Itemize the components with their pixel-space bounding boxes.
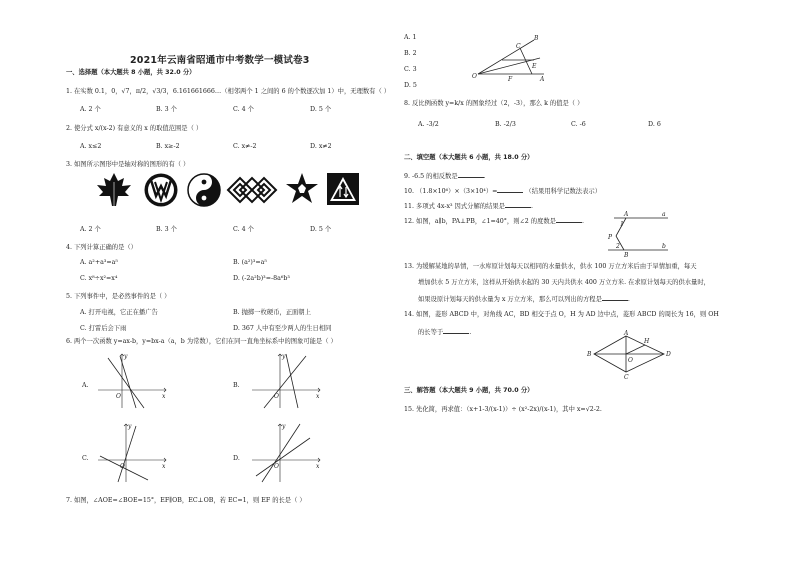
q6-graph-d (250, 420, 322, 484)
q6-b-origin: O (274, 393, 279, 400)
q7-label-e: E (532, 63, 537, 70)
vw-logo-icon (143, 172, 179, 208)
q1-option-c: C. 4 个 (233, 106, 254, 113)
q6-b-x-label: x (316, 393, 320, 400)
q8-option-a: A. -3/2 (418, 121, 439, 128)
q13-line-1: 13. 为缓解某地的旱情，一水库原计划每天以相同的水量供水，供水 100 万立方米后由于旱情加重，每天 (404, 263, 697, 270)
q2-option-a: A. x≤2 (80, 143, 102, 150)
q12-label-line-b: b (662, 243, 666, 250)
q7-label-b: B (534, 35, 539, 42)
page-title: 2021年云南省昭通市中考数学一模试卷3 (130, 55, 310, 66)
q2-option-b: B. x≥-2 (156, 143, 180, 150)
maple-leaf-icon (94, 172, 134, 208)
q14-rhombus-figure (586, 332, 676, 380)
q7-label-a: A (540, 76, 545, 83)
q6-d-x-label: x (316, 463, 320, 470)
chinese-knot-icon (226, 174, 278, 206)
q6-option-d: D. (233, 455, 240, 462)
q8-option-c: C. -6 (571, 121, 586, 128)
q7-label-f: F (508, 76, 513, 83)
q3-option-c: C. 4 个 (233, 226, 254, 233)
q5-stem: 5. 下列事件中，是必然事件的是（ ） (66, 293, 171, 300)
q6-b-y-label: y (282, 353, 286, 360)
q6-a-origin: O (116, 393, 121, 400)
q1-option-d: D. 5 个 (310, 106, 332, 113)
q14-label-d: D (666, 351, 671, 358)
section-heading-fill: 二、填空题（本大题共 6 小题，共 18.0 分） (404, 154, 534, 161)
q12-stem: 12. 如图，a∥b，PA⊥PB，∠1=40°，则∠2 的度数是 . (404, 218, 584, 225)
q7-option-a: A. 1 (404, 34, 417, 41)
q6-graph-a (96, 350, 168, 410)
q12-label-line-a: a (662, 211, 666, 218)
q6-option-b: B. (233, 382, 240, 389)
pentagon-star-icon (285, 172, 319, 206)
q6-c-x-label: x (162, 463, 166, 470)
q14-line-1: 14. 如图，菱形 ABCD 中，对角线 AC，BD 相交于点 O，H 为 AD 边中点，菱形 ABCD 的周长为 16，则 OH (404, 311, 719, 318)
q6-graph-c (96, 420, 168, 484)
q1-option-a: A. 2 个 (80, 106, 101, 113)
q3-stem: 3. 如图所示图形中是轴对称的图形的有（ ） (66, 161, 190, 168)
q6-stem: 6. 两个一次函数 y=ax-b，y=bx-a（a，b 为常数），它们在同一直角坐标系中的图象可能是（ ） (66, 338, 337, 345)
q14-label-h: H (644, 338, 650, 345)
q6-option-a: A. (82, 382, 89, 389)
q14-label-b: B (587, 351, 592, 358)
section-heading-answer: 三、解答题（本大题共 9 小题，共 70.0 分） (404, 387, 534, 394)
q14-label-o: O (628, 357, 633, 364)
q2-option-d: D. x≠2 (310, 143, 332, 150)
q13-line-3: 如果设原计划每天的供水量为 x 万立方米，那么可以列出的方程是 . (418, 296, 630, 303)
q7-stem: 7. 如图，∠AOE=∠BOE=15°，EF∥OB，EC⊥OB，若 EC=1，则 EF 的长是（ ） (66, 497, 306, 504)
q14-label-c: C (624, 374, 629, 381)
q12-label-1: 1 (620, 221, 624, 228)
q12-label-2: 2 (616, 243, 620, 250)
q3-option-a: A. 2 个 (80, 226, 101, 233)
q6-c-origin: O (120, 463, 125, 470)
q2-stem: 2. 使分式 x/(x-2) 有意义的 x 的取值范围是（ ） (66, 125, 203, 132)
q4-option-a: A. a²+a³=a⁵ (80, 259, 118, 266)
q12-parallel-figure (604, 211, 674, 259)
q15-stem: 15. 先化简，再求值：（x+1-3/(x-1)）÷ (x²-2x)/(x-1)，其中 x=√2-2. (404, 406, 602, 413)
q8-stem: 8. 反比例函数 y=k/x 的图象经过（2，-3），那么 k 的值是（ ） (404, 100, 584, 107)
q4-option-d: D. (-2a²b)³=-8a⁶b³ (233, 275, 290, 282)
q8-option-b: B. -2/3 (495, 121, 516, 128)
q7-option-d: D. 5 (404, 82, 417, 89)
q6-c-y-label: y (128, 423, 132, 430)
q4-stem: 4. 下列计算正确的是（） (66, 244, 137, 251)
q13-line-2: 增加供水 5 万立方米，这样从开始供水起的 30 天内共供水 400 万立方米. 在求原计划每天的供水量时， (418, 279, 710, 286)
q5-option-c: C. 打雷后会下雨 (80, 325, 127, 332)
q12-label-a: A (624, 211, 629, 218)
q6-d-y-label: y (282, 423, 286, 430)
yin-yang-icon (186, 172, 222, 208)
q4-option-b: B. (a²)³=a⁵ (233, 259, 267, 266)
q6-a-x-label: x (162, 393, 166, 400)
q5-option-a: A. 打开电视，它正在播广告 (80, 309, 158, 316)
q4-option-c: C. x⁸÷x²=x⁴ (80, 275, 118, 282)
q9-stem: 9. -6.5 的相反数是 . (404, 173, 486, 180)
q14-label-a: A (624, 330, 629, 337)
section-heading-choice: 一、选择题（本大题共 8 小题，共 32.0 分） (66, 69, 196, 76)
q7-label-c: C (516, 43, 521, 50)
q12-label-p: P (608, 234, 613, 241)
q6-graph-b (250, 350, 322, 410)
q6-d-origin: O (274, 463, 279, 470)
q2-option-c: C. x≠-2 (233, 143, 257, 150)
q8-option-d: D. 6 (648, 121, 661, 128)
q12-label-b: B (624, 252, 629, 259)
q1-option-b: B. 3 个 (156, 106, 177, 113)
q11-stem: 11. 多项式 4x-x³ 因式分解的结果是 . (404, 203, 533, 210)
q7-option-c: C. 3 (404, 66, 417, 73)
q7-option-b: B. 2 (404, 50, 417, 57)
q6-option-c: C. (82, 455, 89, 462)
q6-a-y-label: y (124, 353, 128, 360)
q10-stem: 10. （1.8×10⁶）×（3×10⁴）= （结果用科学记数法表示） (404, 188, 601, 195)
q7-label-o: O (472, 73, 477, 80)
q14-line-2: 的长等于 . (418, 329, 472, 336)
traffic-sign-icon (325, 171, 361, 207)
q3-option-d: D. 5 个 (310, 226, 332, 233)
q3-option-b: B. 3 个 (156, 226, 177, 233)
q7-angle-figure (472, 32, 552, 82)
q5-option-d: D. 367 人中有至少两人的生日相同 (233, 325, 332, 332)
q5-option-b: B. 抛掷一枚硬币，正面朝上 (233, 309, 311, 316)
q1-stem: 1. 在实数 0.1，0，√7，π/2，√3/3，6.161661666…（相邻两个 1 之间的 6 的个数逐次加 1）中，无理数有（ ） (66, 88, 391, 95)
